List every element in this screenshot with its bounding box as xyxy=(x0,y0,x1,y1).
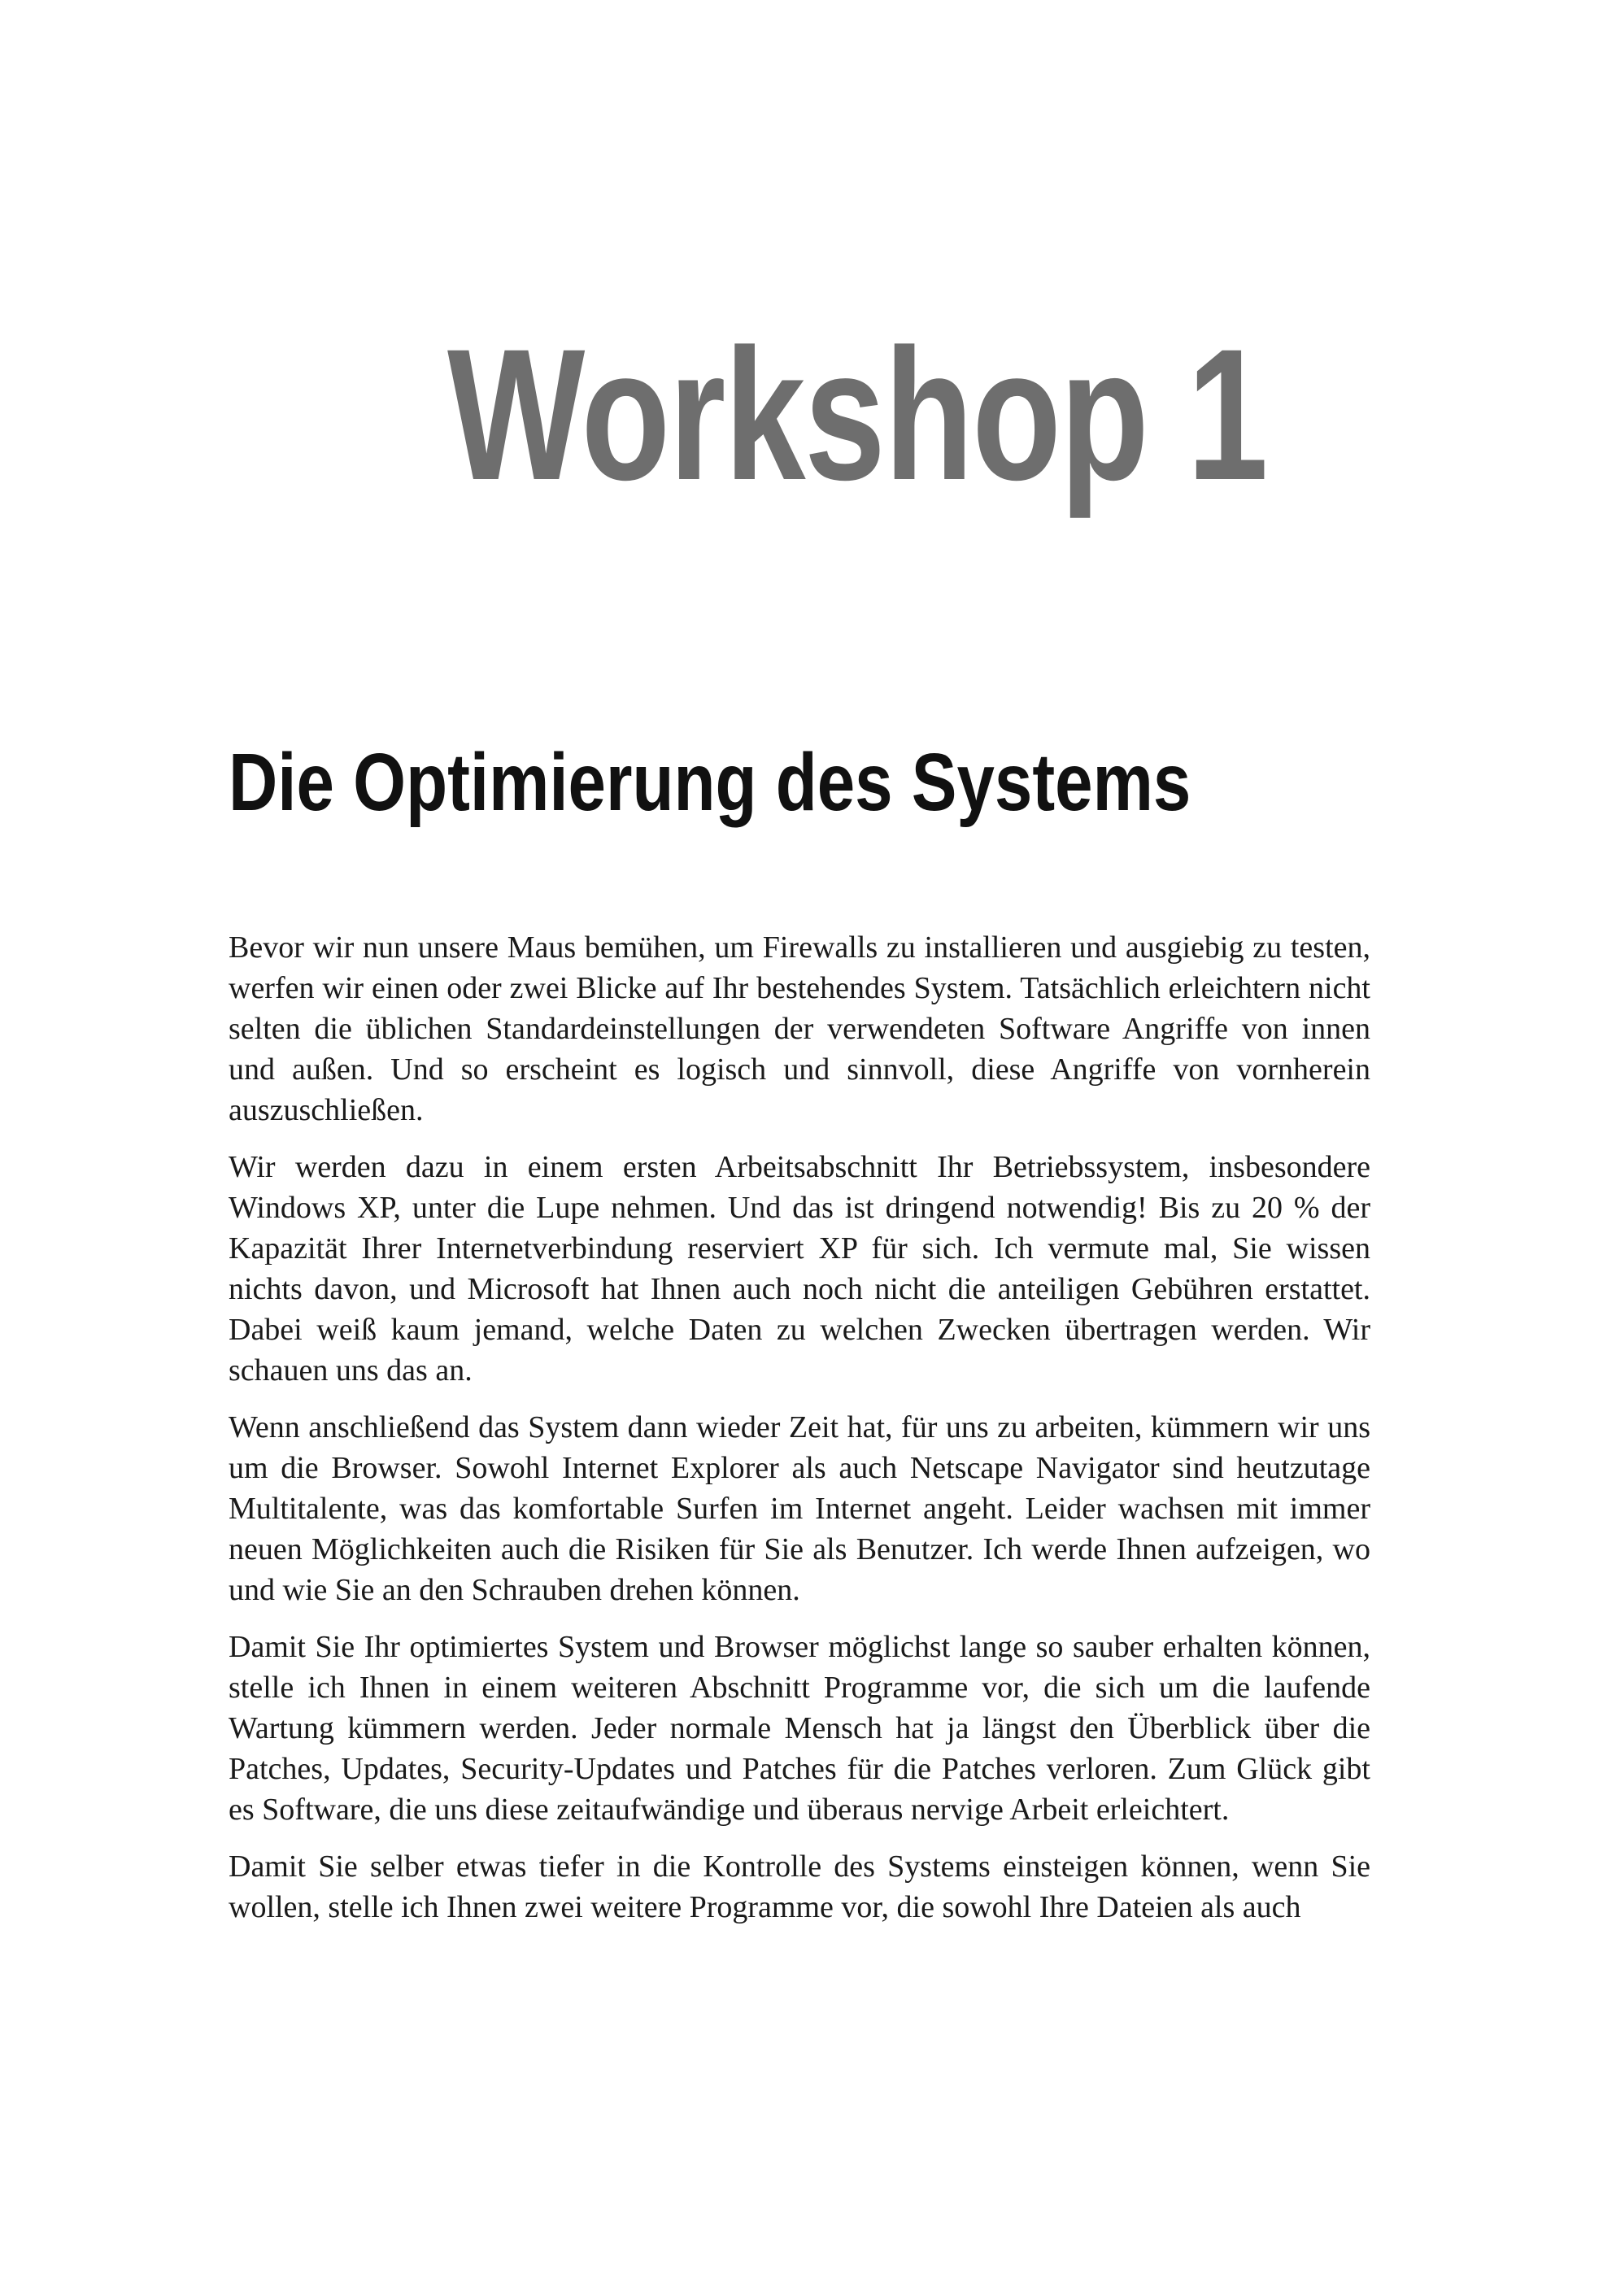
paragraph: Damit Sie Ihr optimiertes System und Browser möglichst lange so sauber erhalten können, stelle ich Ihnen in einem weiteren Abschnitt Programme vor, die sich um die laufende Wartung kümmern werden. Jeder normale Mensch hat ja längst den Überblick über die Patches, Updates, Security-Updates und Patches für die Patches verloren. Zum Glück gibt es Software, die uns diese zeitaufwändige und überaus nervige Arbeit erleichtert. xyxy=(229,1630,1370,1827)
workshop-title: Workshop 1 xyxy=(447,310,1267,519)
paragraph: Wenn anschließend das System dann wieder Zeit hat, für uns zu arbeiten, kümmern wir uns um die Browser. Sowohl Internet Explorer als auch Netscape Navigator sind heutzutage Multitalente, was das komfortable Surfen im Internet angeht. Leider wachsen mit immer neuen Möglichkeiten auch die Risiken für Sie als Benutzer. Ich werde Ihnen aufzeigen, wo und wie Sie an den Schrauben drehen können. xyxy=(229,1410,1370,1607)
chapter-title: Die Optimierung des Systems xyxy=(229,737,1191,828)
paragraph: Wir werden dazu in einem ersten Arbeitsabschnitt Ihr Betriebssystem, insbesondere Windows XP, unter die Lupe nehmen. Und das ist dringend notwendig! Bis zu 20 % der Kapazität Ihrer Internetverbindung reserviert XP für sich. Ich vermute mal, Sie wissen nichts davon, und Microsoft hat Ihnen auch noch nicht die anteiligen Gebühren erstattet. Dabei weiß kaum jemand, welche Daten zu welchen Zwecken übertragen werden. Wir schauen uns das an. xyxy=(229,1150,1370,1388)
body-text xyxy=(229,927,1370,1944)
paragraph: Bevor wir nun unsere Maus bemühen, um Firewalls zu installieren und ausgiebig zu testen, werfen wir einen oder zwei Blicke auf Ihr bestehendes System. Tatsächlich erleichtern nicht selten die üblichen Standardeinstellungen der verwendeten Software Angriffe von innen und außen. Und so erscheint es logisch und sinnvoll, diese Angriffe von vornherein auszuschließen. xyxy=(229,930,1370,1127)
paragraph: Damit Sie selber etwas tiefer in die Kontrolle des Systems einsteigen können, wenn Sie wollen, stelle ich Ihnen zwei weitere Programme vor, die sowohl Ihre Dateien als auch xyxy=(229,1849,1370,1924)
